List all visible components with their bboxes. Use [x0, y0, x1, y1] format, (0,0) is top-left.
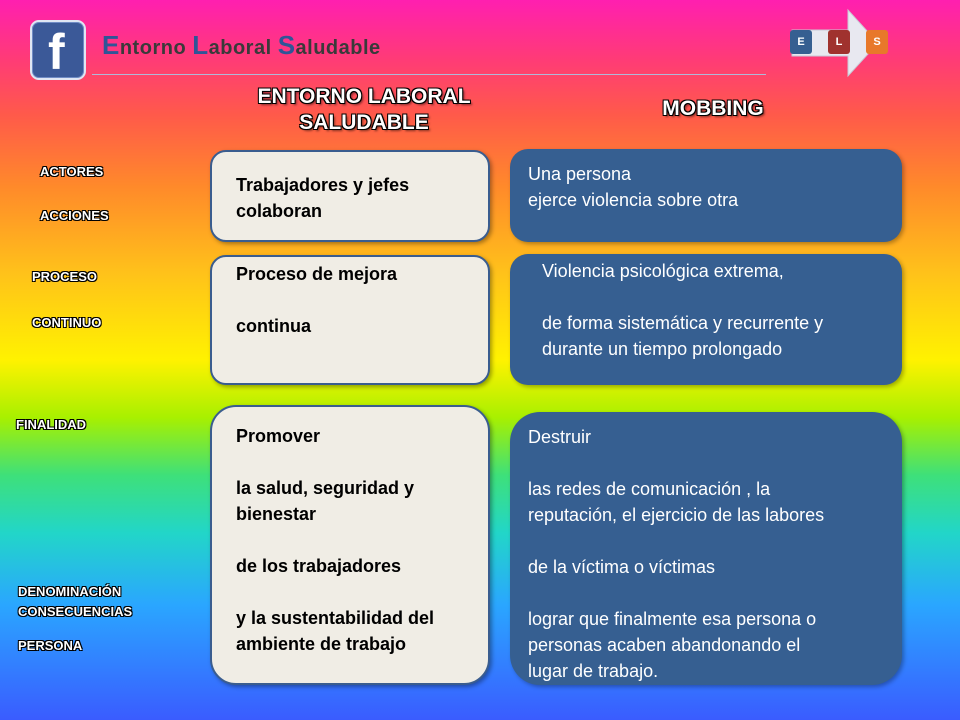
- left-box-actores: Trabajadores y jefes colaboran: [210, 150, 490, 242]
- header-divider: [92, 74, 766, 75]
- right-box-actores: Una persona ejerce violencia sobre otra: [510, 149, 902, 242]
- label-actores: ACTORES: [40, 164, 104, 179]
- label-denominacion: DENOMINACIÓN PERSONA: [18, 584, 122, 653]
- label-acciones: ACCIONES: [40, 208, 109, 223]
- els-logo: [786, 8, 898, 78]
- label-consecuencias: CONSECUENCIAS: [18, 604, 133, 619]
- label-continuo: CONTINUO: [32, 315, 102, 330]
- label-finalidad: FINALIDAD: [16, 417, 87, 432]
- facebook-icon[interactable]: f: [30, 20, 86, 80]
- brand-title: Entorno Laboral Saludable: [102, 30, 381, 60]
- badge-e: E: [790, 30, 812, 54]
- left-box-finalidad: Promover la salud, seguridad y bienestar de los trabajadores y la sustentabilidad del ambiente de trabajo: [210, 405, 490, 685]
- label-proceso: PROCESO: [32, 269, 98, 284]
- right-column-title: MOBBING: [662, 97, 764, 120]
- badge-s: S: [866, 30, 888, 54]
- left-box-proceso: Proceso de mejora continua: [210, 255, 490, 385]
- badge-l: L: [828, 30, 850, 54]
- right-box-finalidad: Destruir las redes de comunicación , la reputación, el ejercicio de las labores de la víctima o víctimas lograr que finalmente esa persona o personas acaben abandonando el lugar de trabajo.: [510, 412, 902, 685]
- right-box-proceso: Violencia psicológica extrema, de forma sistemática y recurrente y durante un tiempo prolongado: [510, 254, 902, 385]
- left-column-title: ENTORNO LABORAL SALUDABLE: [257, 85, 471, 134]
